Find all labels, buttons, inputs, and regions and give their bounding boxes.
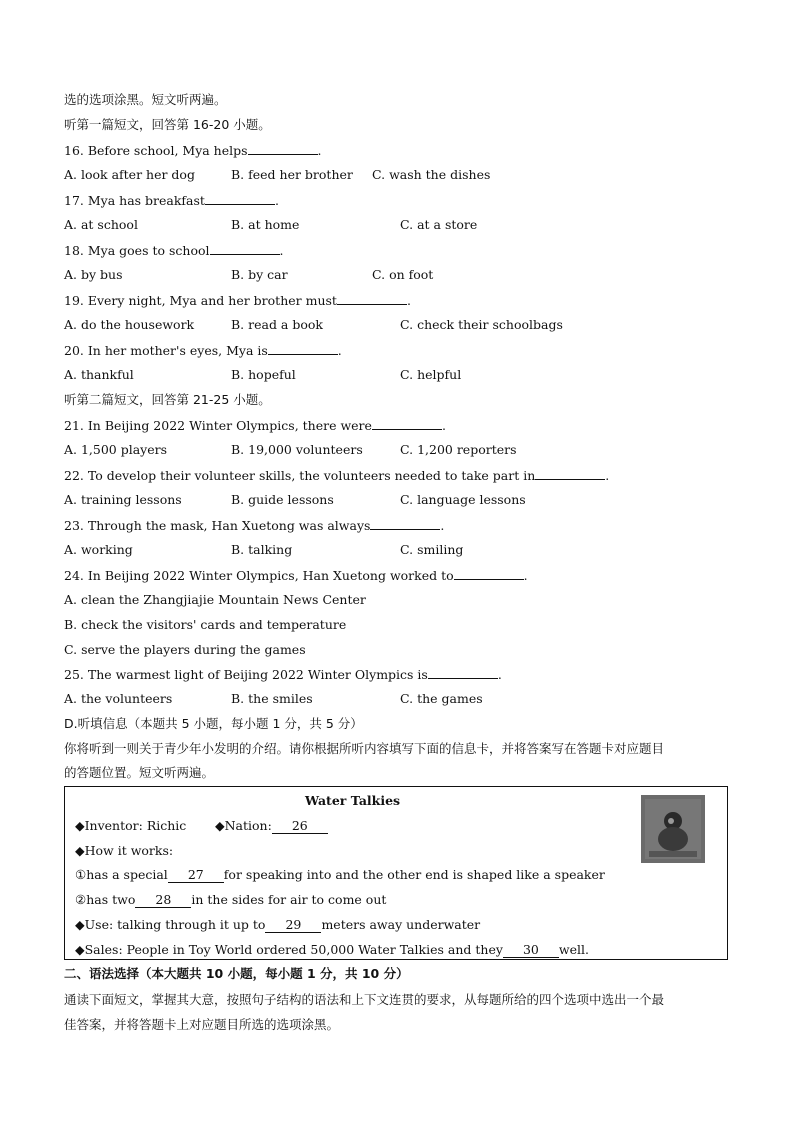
question-tail: . [317, 143, 322, 158]
question-stem: 24. In Beijing 2022 Winter Olympics, Han Xuetong worked to [64, 568, 454, 583]
question-25 [64, 666, 502, 683]
answer-blank-27: 27 [168, 868, 224, 883]
option-c: C. smiling [400, 542, 464, 557]
answer-blank [268, 342, 338, 355]
option-b: B. read a book [231, 317, 323, 332]
question-stem: 16. Before school, Mya helps [64, 143, 248, 158]
passage1-header: 听第一篇短文，回答第 16-20 小题。 [64, 117, 271, 132]
inventor-photo [641, 795, 705, 863]
question-stem: 17. Mya has breakfast [64, 193, 205, 208]
question-20 [64, 342, 342, 359]
option-a: A. 1,500 players [64, 442, 168, 457]
option-a: A. by bus [64, 267, 123, 282]
card-line-2 [75, 892, 386, 908]
question-stem: 25. The warmest light of Beijing 2022 Winter Olympics is [64, 667, 428, 682]
question-23 [64, 517, 444, 534]
section-d-instruction-cont: 的答题位置。短文听两遍。 [64, 765, 215, 780]
option-a: A. thankful [64, 367, 134, 382]
answer-blank [248, 142, 318, 155]
option-b: B. at home [231, 217, 300, 232]
question-tail: . [337, 343, 342, 358]
question-tail: . [497, 667, 502, 682]
card-sales [75, 942, 589, 958]
info-card [64, 786, 728, 960]
card-line-1 [75, 867, 605, 883]
line1-prefix: ①has a special [75, 867, 168, 882]
part2-title: 二、语法选择（本大题共 10 小题，每小题 1 分，共 10 分） [64, 966, 409, 981]
question-tail: . [274, 193, 279, 208]
sales-suffix: well. [558, 942, 589, 957]
option-b: B. check the visitors' cards and temperature [64, 617, 347, 632]
option-c: C. at a store [400, 217, 478, 232]
question-24 [64, 567, 528, 584]
line2-suffix: in the sides for air to come out [191, 892, 387, 907]
answer-blank [454, 567, 524, 580]
card-use [75, 917, 480, 933]
line1-suffix: for speaking into and the other end is shaped like a speaker [223, 867, 605, 882]
option-c: C. language lessons [400, 492, 526, 507]
use-prefix: ◆Use: talking through it up to [75, 917, 266, 932]
question-stem: 22. To develop their volunteer skills, the volunteers needed to take part in [64, 468, 536, 483]
question-tail: . [440, 518, 445, 533]
option-a: A. do the housework [64, 317, 195, 332]
option-a: A. at school [64, 217, 138, 232]
option-a: A. training lessons [64, 492, 182, 507]
question-tail: . [441, 418, 446, 433]
answer-blank-29: 29 [265, 918, 321, 933]
question-stem: 18. Mya goes to school [64, 243, 210, 258]
option-c: C. check their schoolbags [400, 317, 563, 332]
passage2-header: 听第二篇短文，回答第 21-25 小题。 [64, 392, 271, 407]
section-d-title: D.听填信息（本题共 5 小题，每小题 1 分，共 5 分） [64, 716, 363, 731]
question-18 [64, 242, 283, 259]
use-suffix: meters away underwater [321, 917, 481, 932]
option-c: C. 1,200 reporters [400, 442, 517, 457]
question-stem: 20. In her mother's eyes, Mya is [64, 343, 268, 358]
part2-instruction: 通读下面短文，掌握其大意，按照句子结构的语法和上下文连贯的要求，从每题所给的四个选项中选出一个最 [64, 992, 665, 1007]
card-nation [215, 818, 328, 834]
question-tail: . [406, 293, 411, 308]
option-a: A. look after her dog [64, 167, 195, 182]
question-tail: . [279, 243, 284, 258]
question-stem: 19. Every night, Mya and her brother must [64, 293, 337, 308]
intro-line: 选的选项涂黑。短文听两遍。 [64, 92, 227, 107]
nation-label: ◆Nation: [215, 818, 272, 833]
option-c: C. serve the players during the games [64, 642, 306, 657]
option-b: B. by car [231, 267, 288, 282]
question-tail: . [523, 568, 528, 583]
question-stem: 21. In Beijing 2022 Winter Olympics, there were [64, 418, 372, 433]
answer-blank [337, 292, 407, 305]
option-a: A. the volunteers [64, 691, 173, 706]
sales-prefix: ◆Sales: People in Toy World ordered 50,000 Water Talkies and they [75, 942, 503, 957]
question-stem: 23. Through the mask, Han Xuetong was always [64, 518, 371, 533]
answer-blank [205, 192, 275, 205]
answer-blank [535, 467, 605, 480]
option-a: A. working [64, 542, 133, 557]
option-c: C. wash the dishes [372, 167, 491, 182]
card-inventor: ◆Inventor: Richic [75, 818, 187, 833]
card-how: ◆How it works: [75, 843, 174, 858]
part2-instruction-cont: 佳答案，并将答题卡上对应题目所选的选项涂黑。 [64, 1017, 340, 1032]
option-b: B. the smiles [231, 691, 313, 706]
option-c: C. helpful [400, 367, 462, 382]
question-21 [64, 417, 446, 434]
answer-blank [372, 417, 442, 430]
question-tail: . [605, 468, 610, 483]
option-b: B. 19,000 volunteers [231, 442, 363, 457]
option-c: C. the games [400, 691, 483, 706]
answer-blank [370, 517, 440, 530]
card-title: Water Talkies [305, 793, 401, 808]
option-b: B. guide lessons [231, 492, 334, 507]
option-b: B. hopeful [231, 367, 296, 382]
option-b: B. feed her brother [231, 167, 353, 182]
line2-prefix: ②has two [75, 892, 136, 907]
answer-blank-26: 26 [272, 819, 328, 834]
answer-blank-28: 28 [135, 893, 191, 908]
question-17 [64, 192, 279, 209]
question-19 [64, 292, 411, 309]
inventor-photo-image [641, 795, 705, 863]
option-b: B. talking [231, 542, 293, 557]
option-c: C. on foot [372, 267, 434, 282]
question-16 [64, 142, 322, 159]
answer-blank [210, 242, 280, 255]
question-22 [64, 467, 609, 484]
option-a: A. clean the Zhangjiajie Mountain News Center [64, 592, 366, 607]
answer-blank-30: 30 [503, 943, 559, 958]
section-d-instruction: 你将听到一则关于青少年小发明的介绍。请你根据所听内容填写下面的信息卡，并将答案写在答题卡对应题目 [64, 741, 665, 756]
answer-blank [428, 666, 498, 679]
